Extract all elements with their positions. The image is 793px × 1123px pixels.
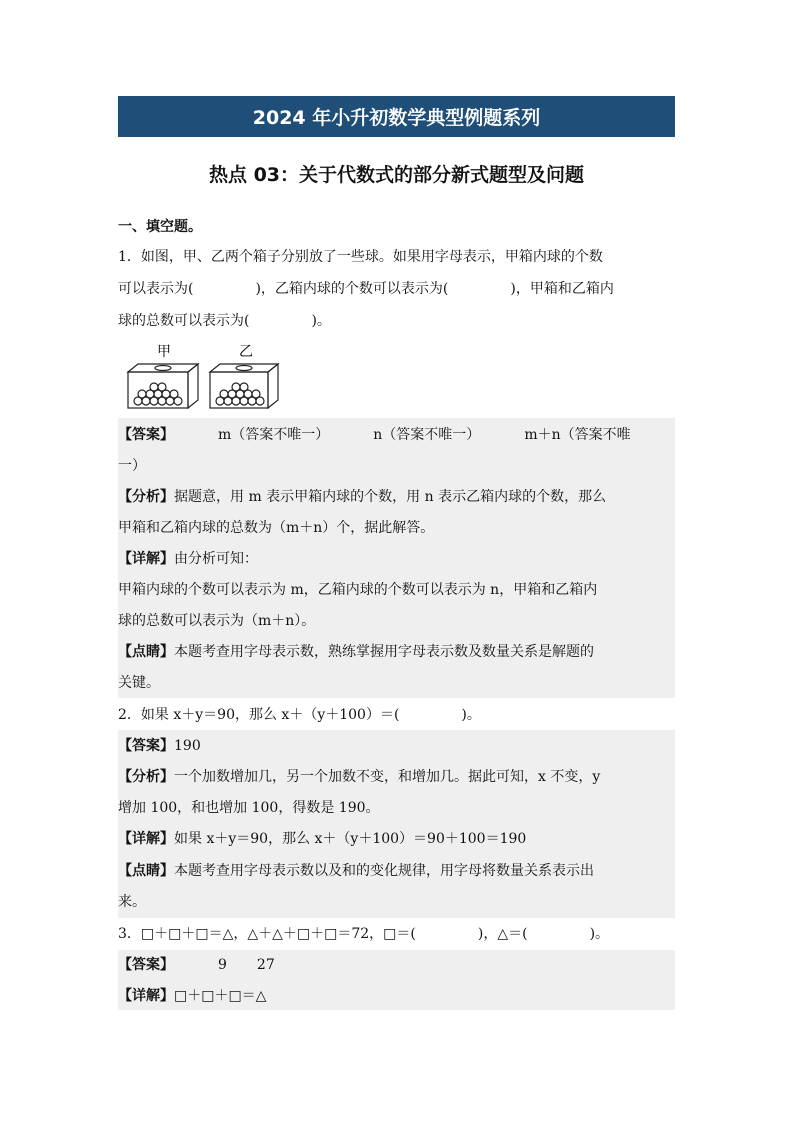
analysis-text: 据题意，用 m 表示甲箱内球的个数，用 n 表示乙箱内球的个数，那么 — [174, 489, 607, 505]
analysis-text: 一个加数增加几，另一个加数不变，和增加几。据此可知，x 不变，y — [174, 769, 601, 785]
comment-label: 【点睛】 — [118, 863, 174, 879]
comment-text: 本题考查用字母表示数，熟练掌握用字母表示数及数量关系是解题的 — [174, 644, 594, 660]
page-subtitle: 热点 03：关于代数式的部分新式题型及问题 — [208, 164, 585, 186]
analysis-label: 【分析】 — [118, 489, 174, 505]
section-title: 一、填空题。 — [118, 219, 202, 235]
q1-detail-2: 甲箱内球的个数可以表示为 m，乙箱内球的个数可以表示为 n，甲箱和乙箱内 — [118, 582, 598, 598]
q1-detail — [118, 549, 675, 569]
q1-analysis — [118, 487, 675, 507]
q3-text: )，△＝( — [477, 926, 528, 942]
answer-value: m＋n（答案不唯 — [524, 427, 631, 443]
q1-analysis-2: 甲箱和乙箱内球的总数为（m＋n）个，据此解答。 — [118, 520, 435, 536]
comment-label: 【点睛】 — [118, 644, 174, 660]
q1-comment-2: 关键。 — [118, 675, 160, 691]
detail-text: □＋□＋□＝△ — [174, 988, 267, 1004]
detail-label: 【详解】 — [118, 831, 174, 847]
box-jia — [128, 364, 198, 408]
answer-value: 9 — [218, 957, 227, 973]
answer-label: 【答案】 — [118, 427, 174, 443]
q2-text: )。 — [461, 707, 481, 723]
analysis-label: 【分析】 — [118, 769, 174, 785]
answer-value: m（答案不唯一） — [218, 427, 330, 443]
q3-text: 3．□＋□＋□＝△，△＋△＋□＋□＝72，□＝( — [118, 926, 416, 942]
q1-detail-3: 球的总数可以表示为（m＋n）。 — [118, 613, 316, 629]
q3-answer — [118, 955, 675, 975]
q1-text: )。 — [311, 313, 331, 329]
q2-solution-block — [118, 730, 675, 918]
q2-comment-2: 来。 — [118, 894, 146, 910]
q1-comment — [118, 642, 675, 662]
comment-text: 本题考查用字母表示数以及和的变化规律，用字母将数量关系表示出 — [174, 863, 594, 879]
detail-text: 如果 x＋y＝90，那么 x＋（y＋100）＝90＋100＝190 — [174, 831, 527, 847]
q1-text: 可以表示为( — [118, 281, 194, 297]
box-yi — [210, 364, 278, 408]
q2-comment — [118, 861, 675, 881]
q3-line1 — [118, 924, 675, 944]
q3-text: )。 — [589, 926, 610, 942]
detail-label: 【详解】 — [118, 988, 174, 1004]
detail-label: 【详解】 — [118, 551, 174, 567]
q2-analysis — [118, 767, 675, 787]
q1-line2 — [118, 279, 675, 299]
q1-text: )，乙箱内球的个数可以表示为( — [255, 281, 449, 297]
q3-detail — [118, 986, 675, 1006]
q1-text: 球的总数可以表示为( — [118, 313, 250, 329]
answer-value: 190 — [174, 738, 201, 754]
q2-line1 — [118, 705, 675, 725]
q2-text: 2．如果 x＋y＝90，那么 x＋（y＋100）＝( — [118, 707, 400, 723]
q1-answer — [118, 425, 675, 445]
q1-text: )，甲箱和乙箱内 — [510, 281, 614, 297]
q2-detail — [118, 829, 675, 849]
box-label-yi: 乙 — [239, 344, 253, 360]
box-label-jia: 甲 — [157, 344, 171, 360]
q2-analysis-2: 增加 100，和也增加 100，得数是 190。 — [118, 800, 380, 816]
q2-answer — [118, 736, 675, 756]
detail-text: 由分析可知： — [174, 551, 258, 567]
q1-line1: 1．如图，甲、乙两个箱子分别放了一些球。如果用字母表示，甲箱内球的个数 — [118, 249, 603, 265]
answer-value: 27 — [256, 957, 275, 973]
boxes-figure — [118, 342, 318, 414]
banner-title: 2024 年小升初数学典型例题系列 — [118, 96, 675, 137]
q1-answer-cont: 一） — [118, 458, 146, 474]
answer-value: n（答案不唯一） — [373, 427, 481, 443]
answer-label: 【答案】 — [118, 957, 174, 973]
answer-label: 【答案】 — [118, 738, 174, 754]
q1-line3 — [118, 311, 675, 331]
